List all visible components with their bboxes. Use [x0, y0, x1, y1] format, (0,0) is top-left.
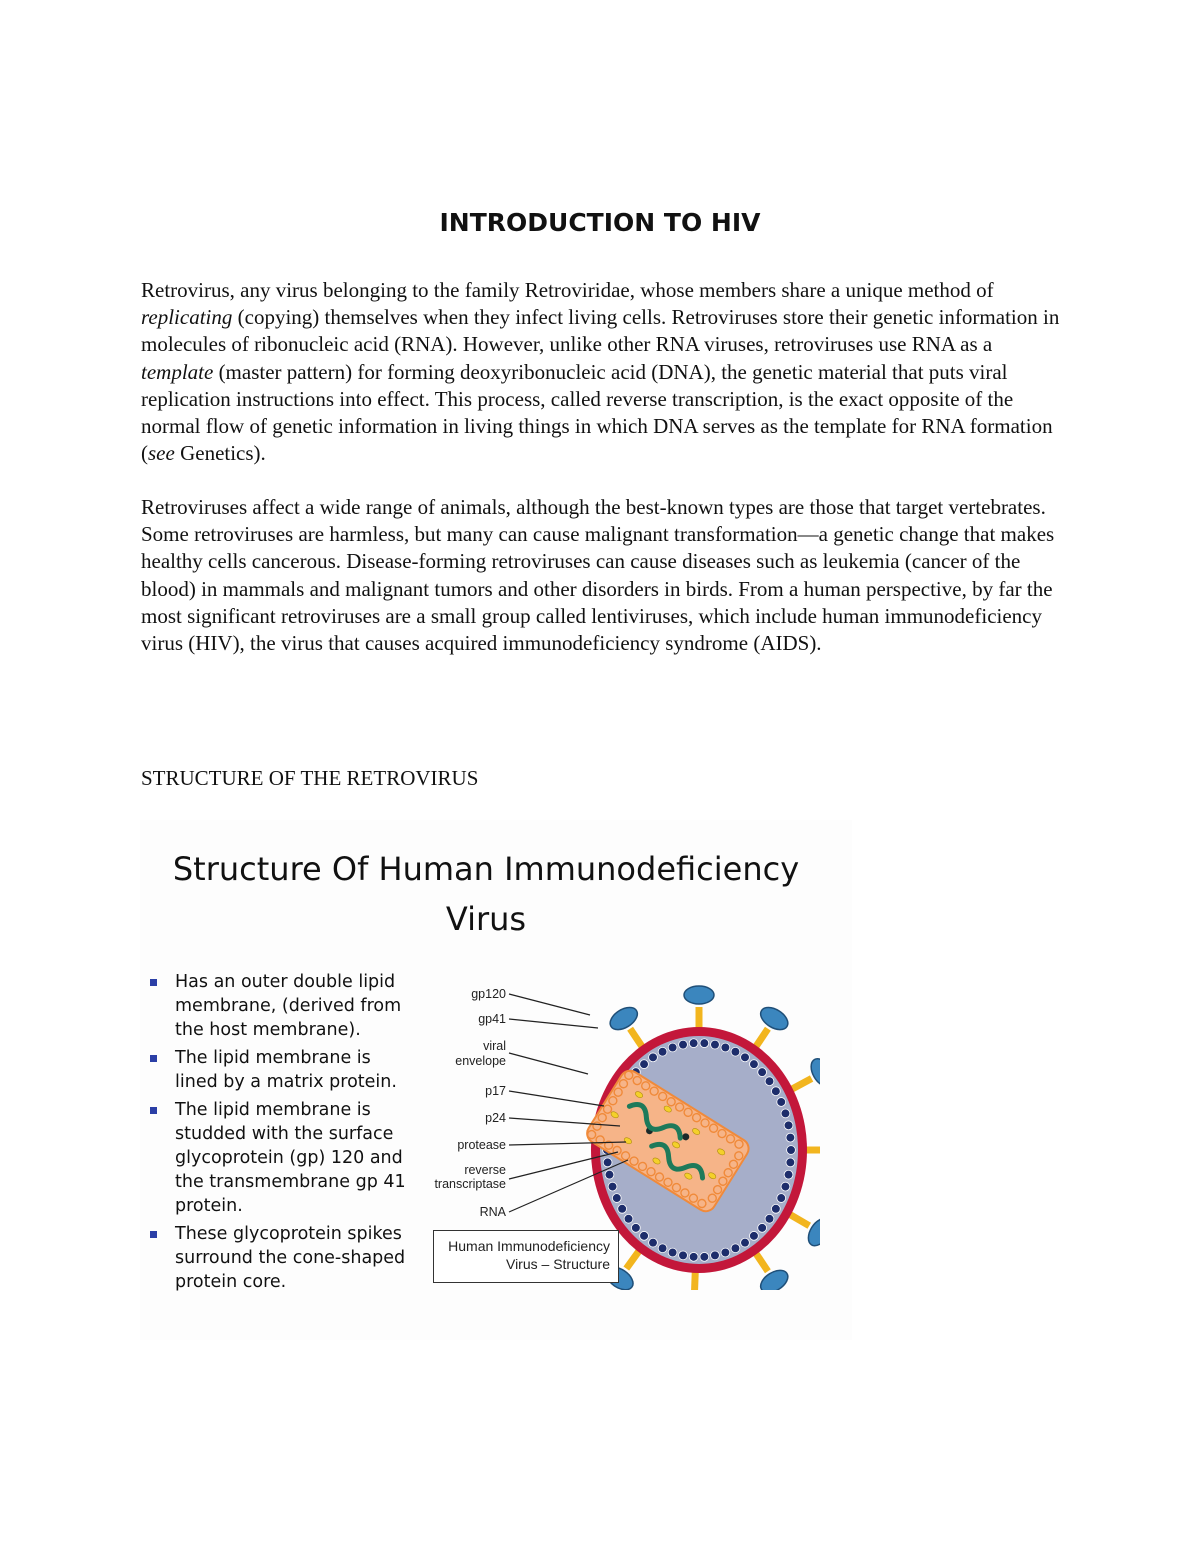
spike-head — [684, 986, 714, 1004]
label-envelope: envelope — [455, 1054, 506, 1068]
spike-head — [606, 1003, 641, 1034]
label-gp41: gp41 — [478, 1012, 506, 1026]
slide-title-line1: Structure Of Human Immunodeficiency — [172, 850, 800, 888]
slide-bullet-list — [140, 970, 410, 1298]
matrix-bead — [758, 1223, 767, 1232]
matrix-bead — [689, 1039, 698, 1048]
diagram-caption-box — [433, 1230, 619, 1283]
matrix-bead — [731, 1244, 740, 1253]
matrix-bead — [787, 1146, 796, 1155]
matrix-bead — [603, 1158, 612, 1167]
label-protease: protease — [457, 1138, 506, 1152]
slide-bullet-text: Has an outer double lipid membrane, (derived from the host membrane). — [175, 972, 402, 1040]
matrix-bead — [786, 1133, 795, 1142]
matrix-bead — [668, 1043, 677, 1052]
slide-bullet-text: These glycoprotein spikes surround the cone-shaped protein core. — [175, 1224, 406, 1292]
caption-line1: Human Immunodeficiency — [448, 1238, 610, 1254]
matrix-bead — [679, 1251, 688, 1260]
matrix-bead — [640, 1231, 649, 1240]
matrix-bead — [649, 1238, 658, 1247]
slide-bullet — [140, 970, 410, 1042]
matrix-bead — [771, 1087, 780, 1096]
slide-bullet-text: The lipid membrane is studded with the surface glycoprotein (gp) 120 and the transmembrane gp 41 protein. — [175, 1100, 406, 1216]
intro-text-g: Genetics). — [174, 441, 266, 466]
slide-bullet — [140, 1098, 410, 1218]
hiv-structure-slide — [140, 820, 852, 1340]
matrix-bead — [658, 1244, 667, 1253]
page-title: INTRODUCTION TO HIV — [439, 208, 761, 237]
matrix-bead — [689, 1252, 698, 1261]
spike-head — [807, 1055, 820, 1090]
matrix-bead — [711, 1040, 720, 1049]
section-heading: STRUCTURE OF THE RETROVIRUS — [141, 766, 479, 790]
matrix-bead — [711, 1251, 720, 1260]
matrix-bead — [777, 1098, 786, 1107]
slide-bullet-text: The lipid membrane is lined by a matrix protein. — [175, 1048, 397, 1092]
matrix-bead — [631, 1223, 640, 1232]
matrix-bead — [700, 1039, 709, 1048]
matrix-bead — [781, 1182, 790, 1191]
matrix-bead — [618, 1204, 627, 1213]
label-rna: RNA — [479, 1205, 506, 1219]
matrix-bead — [786, 1158, 795, 1167]
label-p24: p24 — [485, 1111, 506, 1125]
label-viral: viral — [483, 1039, 506, 1053]
matrix-bead — [784, 1170, 793, 1179]
matrix-bead — [741, 1238, 750, 1247]
label-p17: p17 — [485, 1084, 506, 1098]
intro-text-c: (copying) themselves when they infect living cells. Retroviruses store their genetic information in molecules of ribonucleic acid (RNA). However, unlike other RNA viruses, retroviruses use RNA as a — [141, 305, 1060, 357]
matrix-bead — [771, 1204, 780, 1213]
spike-head — [757, 1266, 792, 1290]
matrix-bead — [658, 1047, 667, 1056]
matrix-bead — [721, 1248, 730, 1257]
intro-text-a: Retrovirus, any virus belonging to the family Retroviridae, whose members share a unique method of — [141, 278, 994, 302]
matrix-bead — [700, 1252, 709, 1261]
matrix-bead — [781, 1109, 790, 1118]
matrix-bead — [668, 1248, 677, 1257]
matrix-bead — [731, 1047, 740, 1056]
slide-bullet — [140, 1046, 410, 1094]
square-bullet-icon — [150, 1107, 157, 1114]
caption-line2: Virus – Structure — [505, 1256, 610, 1272]
matrix-bead — [758, 1068, 767, 1077]
slide-title-line2: Virus — [445, 900, 527, 938]
matrix-bead — [679, 1040, 688, 1049]
matrix-bead — [777, 1194, 786, 1203]
matrix-bead — [741, 1053, 750, 1062]
matrix-bead — [624, 1214, 633, 1223]
matrix-bead — [750, 1231, 759, 1240]
spike-head — [804, 1215, 820, 1250]
matrix-bead — [612, 1194, 621, 1203]
intro-term-template: template — [141, 359, 214, 384]
spike-head — [757, 1003, 792, 1034]
matrix-bead — [765, 1077, 774, 1086]
matrix-bead — [608, 1182, 617, 1191]
square-bullet-icon — [150, 979, 157, 986]
matrix-bead — [721, 1043, 730, 1052]
slide-title — [140, 844, 832, 944]
square-bullet-icon — [150, 1231, 157, 1238]
slide-bullet — [140, 1222, 410, 1294]
matrix-bead — [765, 1214, 774, 1223]
square-bullet-icon — [150, 1055, 157, 1062]
matrix-bead — [605, 1170, 614, 1179]
intro-term-see: see — [148, 441, 175, 466]
label-transcriptase: transcriptase — [434, 1177, 506, 1191]
matrix-bead — [750, 1060, 759, 1069]
label-gp120: gp120 — [471, 987, 506, 1001]
label-reverse: reverse — [464, 1163, 506, 1177]
intro-paragraph — [141, 277, 1061, 467]
intro-term-replicating: replicating — [141, 305, 233, 330]
matrix-bead — [784, 1121, 793, 1130]
intro-text-e: (master pattern) for forming deoxyribonucleic acid (DNA), the genetic material that puts viral replication instructions into effect. This process, called reverse transcription, is the exact opposite of the normal flow of genetic information in living things in which DNA serves as the template for RNA formation ( — [141, 359, 1053, 466]
matrix-bead — [640, 1060, 649, 1069]
retrovirus-paragraph: Retroviruses affect a wide range of animals, although the best-known types are those that target vertebrates. Some retroviruses are harmless, but many can cause malignant transformation—a genetic change that makes healthy cells cancerous. Disease-forming retroviruses can cause diseases such as leukemia (cancer of the blood) in mammals and malignant tumors and other disorders in birds. From a human perspective, by far the most significant retroviruses are a small group called lentiviruses, which include human immunodeficiency virus (HIV), the virus that causes acquired immunodeficiency syndrome (AIDS). — [141, 495, 1055, 656]
matrix-bead — [649, 1053, 658, 1062]
